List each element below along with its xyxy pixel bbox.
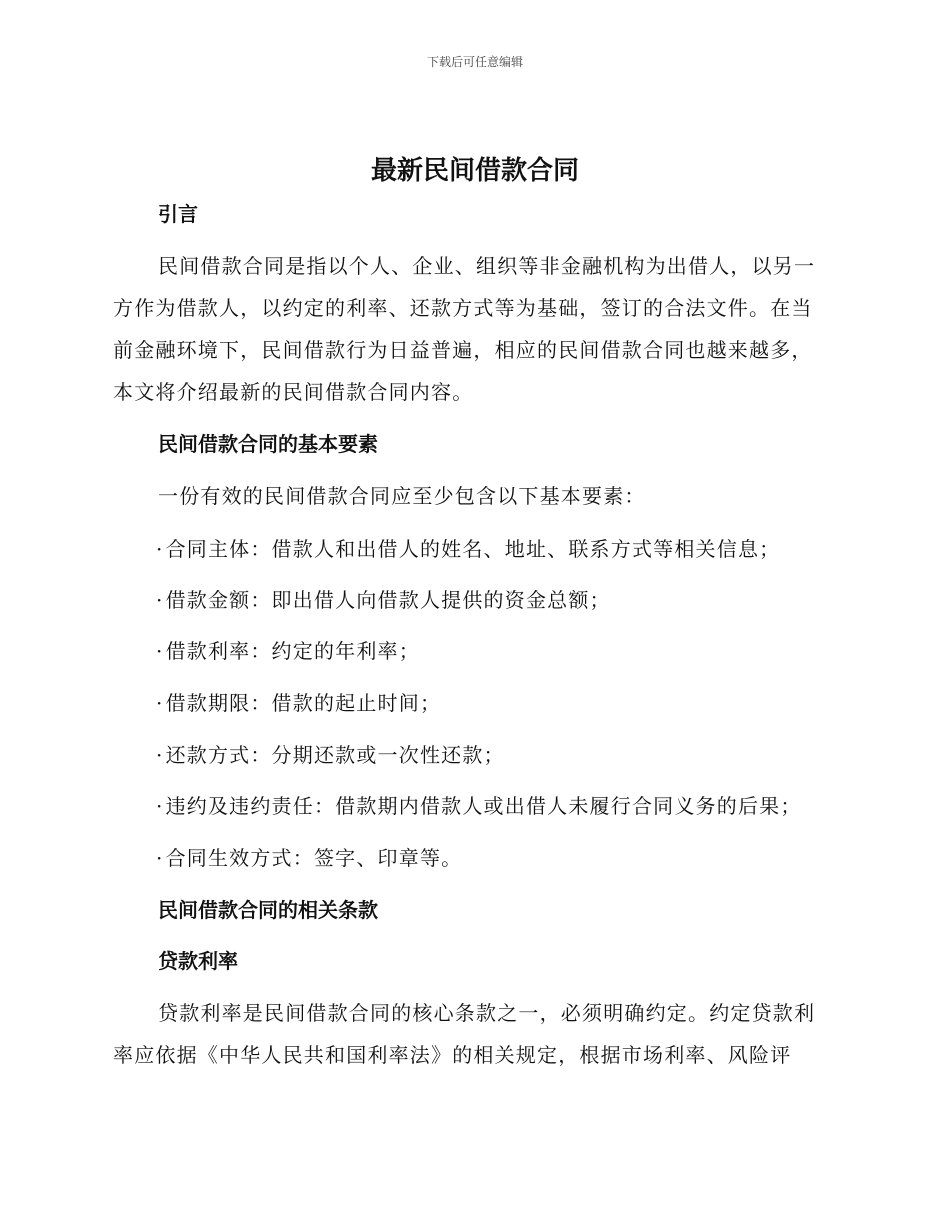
list-item	[156, 635, 420, 664]
elements-lead: 一份有效的民间借款合同应至少包含以下基本要素：	[158, 484, 646, 508]
list-item-text: 合同生效方式：签字、印章等。	[165, 846, 463, 870]
list-item-text: 借款金额：即出借人向借款人提供的资金总额；	[165, 588, 611, 612]
list-item	[156, 533, 780, 562]
bullet-icon: ·	[156, 743, 164, 767]
heading-rate: 贷款利率	[158, 949, 238, 973]
document-title: 最新民间借款合同	[370, 156, 579, 186]
heading-elements: 民间借款合同的基本要素	[158, 432, 378, 456]
intro-line-2: 方作为借款人，以约定的利率、还款方式等为基础，签订的合法文件。在当	[113, 296, 813, 320]
intro-line-3: 前金融环境下，民间借款行为日益普遍，相应的民间借款合同也越来越多，	[113, 338, 813, 362]
header-note: 下载后可任意编辑	[426, 55, 523, 69]
bullet-icon: ·	[156, 794, 164, 818]
bullet-icon: ·	[156, 846, 164, 870]
list-item	[156, 790, 802, 819]
intro-line-4: 本文将介绍最新的民间借款合同内容。	[113, 380, 474, 404]
intro-line-1: 民间借款合同是指以个人、企业、组织等非金融机构为出借人，以另一	[158, 254, 816, 278]
list-item-text: 借款利率：约定的年利率；	[165, 639, 420, 663]
list-item-text: 违约及违约责任：借款期内借款人或出借人未履行合同义务的后果；	[165, 794, 802, 818]
bullet-icon: ·	[156, 691, 164, 715]
list-item	[156, 584, 611, 613]
list-item-text: 合同主体：借款人和出借人的姓名、地址、联系方式等相关信息；	[165, 537, 781, 561]
list-item	[156, 739, 505, 768]
heading-intro: 引言	[158, 202, 198, 226]
list-item	[156, 842, 462, 871]
list-item-text: 还款方式：分期还款或一次性还款；	[165, 743, 505, 767]
bullet-icon: ·	[156, 537, 164, 561]
rate-line-2: 率应依据《中华人民共和国利率法》的相关规定，根据市场利率、风险评	[113, 1043, 792, 1067]
bullet-icon: ·	[156, 588, 164, 612]
bullet-icon: ·	[156, 639, 164, 663]
list-item-text: 借款期限：借款的起止时间；	[165, 691, 442, 715]
heading-terms: 民间借款合同的相关条款	[158, 898, 378, 922]
list-item	[156, 687, 441, 716]
rate-line-1: 贷款利率是民间借款合同的核心条款之一，必须明确约定。约定贷款利	[158, 1001, 816, 1025]
